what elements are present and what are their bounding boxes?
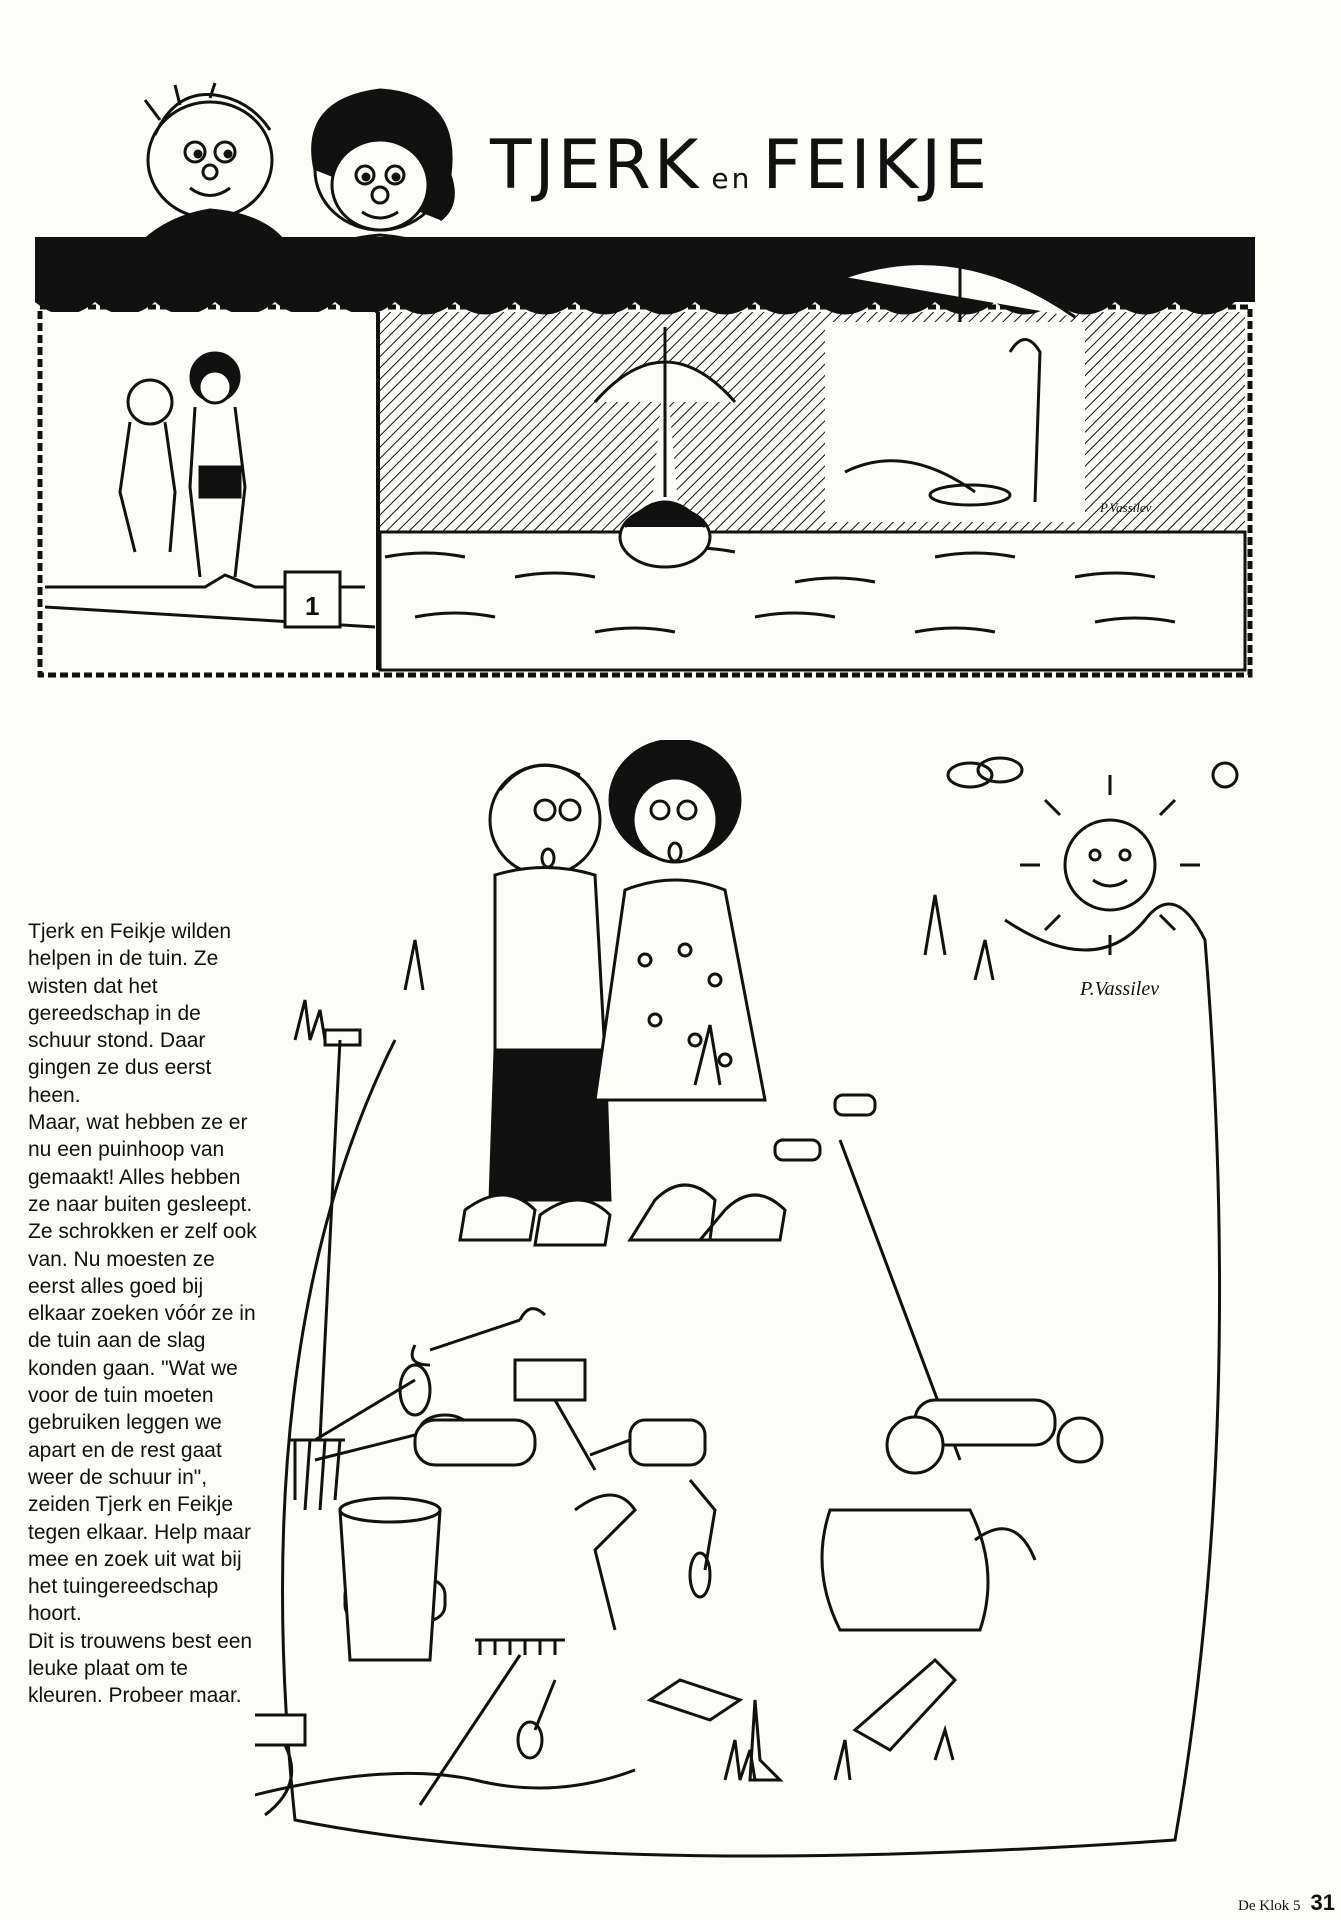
panel-signature: P.Vassilev	[1100, 500, 1152, 515]
page-footer	[1110, 1890, 1335, 1916]
garden-tools-illustration	[255, 740, 1255, 1870]
title-connector: en	[711, 162, 753, 195]
story-paragraph-3: Dit is trouwens best een leuke plaat om te kleuren. Probeer maar.	[28, 1629, 253, 1708]
title-feikje: FEIKJE	[762, 126, 991, 205]
main-signature: P.Vassilev	[1080, 978, 1160, 1000]
story-paragraph-2: Maar, wat hebben ze er nu een puinhoop van gemaakt! Alles hebben ze naar buiten gesleept. Ze schrokken er zelf ook van. Nu moesten ze eerst alles goed bij elkaar zoeken vóór ze in de tuin aan de slag konden gaan. "Wat we voor de tuin moeten gebruiken leggen we apart en de rest gaat weer de schuur in", zeiden Tjerk en Feikje tegen elkaar. Help maar mee en zoek uit wat bij het tuingereedschap hoort.	[28, 1111, 257, 1626]
block-number: 1	[305, 591, 320, 621]
comic-strip-panel	[35, 237, 1255, 682]
title-tjerk: TJERK	[490, 126, 702, 205]
page-number: 31	[1310, 1890, 1335, 1915]
magazine-name: De Klok 5	[1238, 1898, 1301, 1914]
story-paragraph-1: Tjerk en Feikje wilden helpen in de tuin. Ze wisten dat het gereedschap in de schuur stond. Daar gingen ze dus eerst heen.	[28, 920, 232, 1107]
comic-title	[490, 126, 1050, 221]
story-text	[28, 918, 260, 1710]
